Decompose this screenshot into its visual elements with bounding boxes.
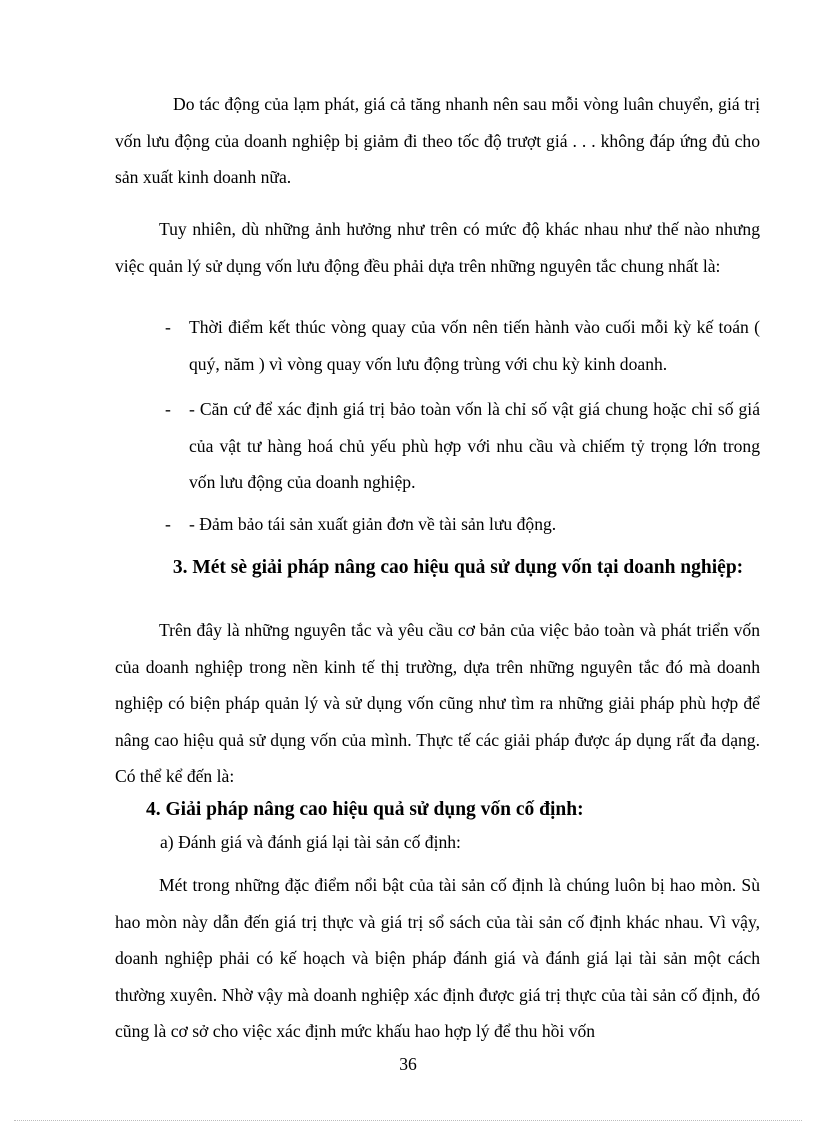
paragraph-solutions-intro: Trên đây là những nguyên tắc và yêu cầu cơ bản của việc bảo toàn và phát triển vốn của doanh nghiệp trong nền kinh tế thị trường, dựa trên những nguyên tắc đó mà doanh nghiệp có biện pháp quản lý và sử dụng vốn cũng như tìm ra những giải pháp phù hợp để nâng cao hiệu quả sử dụng vốn của mình. Thực tế các giải pháp được áp dụng rất đa dạng. Có thể kể đến là: <box>115 620 760 786</box>
list-item <box>165 506 760 543</box>
subsection-a-heading: a) Đánh giá và đánh giá lại tài sản cố định: <box>160 832 461 852</box>
paragraph-fixed-assets: Mét trong những đặc điểm nổi bật của tài sản cố định là chúng luôn bị hao mòn. Sù hao mòn này dẫn đến giá trị thực và giá trị sổ sách của tài sản cố định khác nhau. Vì vậy, doanh nghiệp phải có kế hoạch và biện pháp đánh giá và đánh giá lại tài sản một cách thường xuyên. Nhờ vậy mà doanh nghiệp xác định được giá trị thực của tài sản cố định, đó cũng là cơ sở cho việc xác định mức khấu hao hợp lý để thu hồi vốn <box>115 875 760 1041</box>
page-number: 36 <box>399 1054 417 1074</box>
list-dash: - <box>165 514 171 534</box>
list-item <box>165 309 760 382</box>
list-item-text: Thời điểm kết thúc vòng quay của vốn nên tiến hành vào cuối mỗi kỳ kế toán ( quý, năm ) vì vòng quay vốn lưu động trùng với chu kỳ kinh doanh. <box>189 317 760 374</box>
list-dash: - <box>165 317 171 337</box>
paragraph-inflation: Do tác động của lạm phát, giá cả tăng nhanh nên sau mỗi vòng luân chuyển, giá trị vốn lưu động của doanh nghiệp bị giảm đi theo tốc độ trượt giá . . . không đáp ứng đủ cho sản xuất kinh doanh nữa. <box>115 94 760 187</box>
page-bottom-divider <box>14 1120 802 1121</box>
section-3-heading: 3. Mét sè giải pháp nâng cao hiệu quả sử dụng vốn tại doanh nghiệp: <box>172 557 744 578</box>
list-item-text: - Căn cứ để xác định giá trị bảo toàn vốn là chỉ số vật giá chung hoặc chỉ số giá của vật tư hàng hoá chủ yếu phù hợp với nhu cầu và chiếm tỷ trọng lớn trong vốn lưu động của doanh nghiệp. <box>189 399 760 492</box>
section-4-heading: 4. Giải pháp nâng cao hiệu quả sử dụng vốn cố định: <box>146 799 584 820</box>
list-item <box>165 391 760 501</box>
list-dash: - <box>165 399 171 419</box>
paragraph-principles-intro: Tuy nhiên, dù những ảnh hưởng như trên có mức độ khác nhau như thế nào nhưng việc quản lý sử dụng vốn lưu động đều phải dựa trên những nguyên tắc chung nhất là: <box>115 219 760 276</box>
list-item-text: - Đảm bảo tái sản xuất giản đơn về tài sản lưu động. <box>189 514 557 534</box>
